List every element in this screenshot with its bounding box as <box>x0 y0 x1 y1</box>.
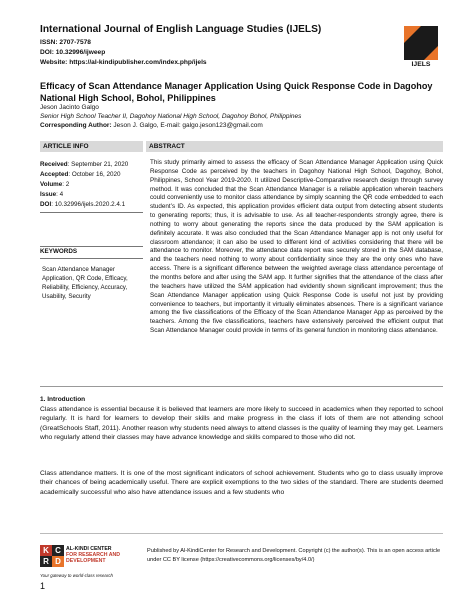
journal-logo-text: IJELS <box>411 61 431 68</box>
keywords-divider-top <box>40 246 143 247</box>
journal-logo-icon <box>404 26 438 60</box>
article-doi: DOI: 10.32996/ijels.2020.2.4.1 <box>40 201 126 208</box>
abstract-end-rule <box>40 386 443 387</box>
keywords-heading: KEYWORDS <box>40 248 78 255</box>
abstract-label: ABSTRACT <box>149 143 185 150</box>
abstract-header <box>146 141 443 152</box>
received-date: Received: September 21, 2020 <box>40 161 129 168</box>
intro-paragraph-2: Class attendance matters. It is one of the most significant indicators of school achievement. Students who go to class usually improve their chances of being academically useful. There are explicit exemptions to the two sides of the standard. There are students deemed academically successful who also have attendance issues and a few students who <box>40 470 443 496</box>
author-affiliation: Senior High School Teacher II, Dagohoy National High School, Dagohoy Bohol, Philippines <box>40 113 302 120</box>
publisher-notice: Published by Al-KindiCenter for Research and Development. Copyright (c) the author(s). This is an open access article under CC BY license (https://creativecommons.org/licenses/by/4.0/) <box>147 548 441 563</box>
kcrd-tagline: Your gateway to world-class research <box>40 573 113 578</box>
intro-paragraph-1: Class attendance is essential because it is believed that learners are more likely to succeed in academics when they reported to school regularly. It is hard for learners to develop their skills and make progress in the class if lots of them are not attending school (GreatSchools Staff, 2011). Another reason why students need always to attend classes is the quality of learning they may get. Learners who regularly attend their classes may have advance knowledge and skills compared to those who did not. <box>40 406 443 441</box>
journal-website[interactable]: Website: https://al-kindipublisher.com/index.php/ijels <box>40 59 207 66</box>
info-divider <box>40 212 143 213</box>
article-info-label: ARTICLE INFO <box>43 143 89 150</box>
volume: Volume: 2 <box>40 181 70 188</box>
page-number: 1 <box>40 581 46 591</box>
journal-doi: DOI: 10.32996/ijweep <box>40 49 106 56</box>
section-heading-introduction: 1. Introduction <box>40 396 86 403</box>
article-title: Efficacy of Scan Attendance Manager Application Using Quick Response Code in Dagohoy National High School, Bohol, Philippines <box>40 81 433 104</box>
corresponding-author <box>40 122 263 129</box>
kcrd-name: AL-KINDI CENTER FOR RESEARCH AND DEVELOPMENT <box>66 546 120 564</box>
issue: Issue: 4 <box>40 191 64 198</box>
keywords-divider-bottom <box>40 258 143 259</box>
journal-issn: ISSN: 2707-7578 <box>40 39 91 46</box>
footer-rule <box>40 533 443 534</box>
keywords-list: Scan Attendance Manager Application, QR Code, Efficacy, Reliability, Efficiency, Accuracy, Usability, Security <box>42 266 128 300</box>
corresponding-label: Corresponding Author: <box>40 122 112 129</box>
abstract-text: This study primarily aimed to assess the efficacy of Scan Attendance Manager Application using Quick Response Code as perceived by the teachers in Dagohoy National High School, Dagohoy, Bohol, Philippines, School Year 2019-2020. It utilized Descriptive-Comparative research design through survey method. It was concluded that the Scan Attendance Manager is a reliable application wherein teachers could conveniently use to monitor class attendance by simply scanning the QR code embedded to each student’s ID. As expected, this application provides efficient data output from detecting absent students to generating reports; thus, it is advisable to use. As all teacher-respondents strongly agree, there is nothing to worry about generating the reports since the data produced by the SAM application is definitely accurate. It was also concluded that the Scan Attendance Manager app is not only useful for classroom attendance; it can also be used to different kind of activities considering that there will be attendance to monitor. Moreover, the attendance data report was securely stored in the SAM database, and the teachers need nothing to worry about confidentiality since they are the only ones who have access. There is a significant difference between the weighted average class attendance percentage of the months before and after using the SAM app. It further signifies that the attendance of the class after the teachers have utilized the SAM application had evidently shown significant improvement; thus the Scan Attendance Manager application using Quick Response Code is useful not just by providing convenience to teachers, but importantly it virtually eliminates absences. There is a significant variance among the five classifications of the Efficacy of the Scan Attendance Manager App as perceived by the teachers. Among the five classifications, teachers have extensively perceived the efficient output that Scan Attendance Manager could provide in terms of its general function in monitoring class attendance. <box>150 159 443 335</box>
author-name: Jeson Jacinto Galgo <box>40 104 99 111</box>
article-info-header <box>40 141 143 152</box>
journal-title: International Journal of English Language Studies (IJELS) <box>40 24 322 35</box>
corresponding-value: Jeson J. Galgo, E-mail: galgo.jeson123@gmail.com <box>111 122 263 129</box>
accepted-date: Accepted: October 16, 2020 <box>40 171 121 178</box>
